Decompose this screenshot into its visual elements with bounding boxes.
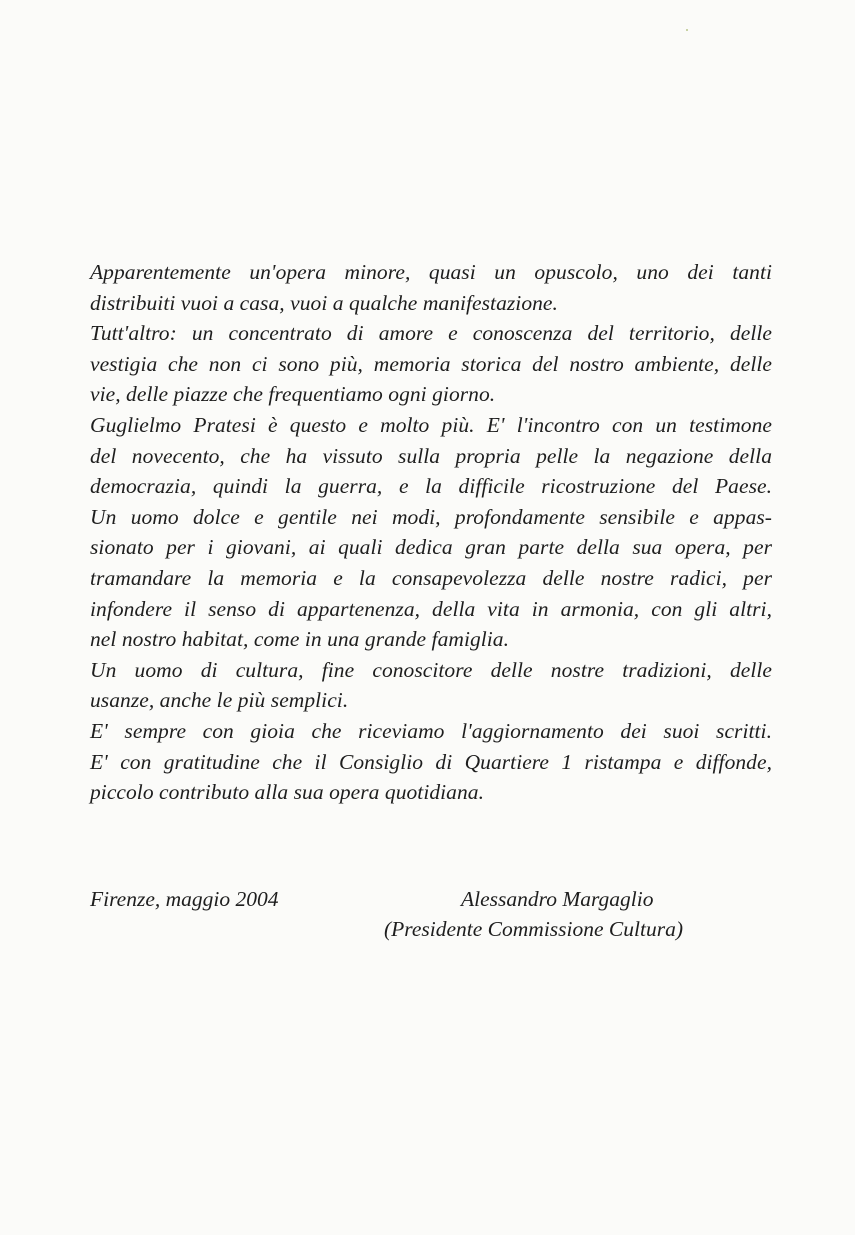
text-line: E' sempre con gioia che riceviamo l'aggiornamento dei suoi scritti. [90,718,772,743]
text-line: E' con gratitudine che il Consiglio di Quartiere 1 ristampa e diffonde, [90,749,772,774]
text-line: usanze, anche le più semplici. [90,688,349,713]
place-date: Firenze, maggio 2004 [90,887,279,911]
text-line: tramandare la memoria e la consapevolezza delle nostre radici, per [90,565,772,590]
author-name: Alessandro Margaglio [461,887,654,911]
text-line: democrazia, quindi la guerra, e la difficile ricostruzione del Paese. [90,474,772,499]
text-line: nel nostro habitat, come in una grande famiglia. [90,627,510,652]
text-line: piccolo contributo alla sua opera quotidiana. [90,780,485,805]
text-line: Un uomo dolce e gentile nei modi, profondamente sensibile e appas- [90,504,772,529]
text-line: vestigia che non ci sono più, memoria storica del nostro ambiente, delle [90,351,772,376]
preface-text [90,257,772,808]
text-line: distribuiti vuoi a casa, vuoi a qualche manifestazione. [90,290,558,315]
text-line: del novecento, che ha vissuto sulla propria pelle la negazione della [90,443,772,468]
author-role: (Presidente Commissione Cultura) [384,917,683,941]
text-line: Tutt'altro: un concentrato di amore e conoscenza del territorio, delle [90,321,772,346]
signature-block [90,884,772,964]
text-line: infondere il senso di appartenenza, della vita in armonia, con gli altri, [90,596,772,621]
text-line: Un uomo di cultura, fine conoscitore delle nostre tradizioni, delle [90,657,772,682]
text-line: Apparentemente un'opera minore, quasi un opuscolo, uno dei tanti [90,260,772,284]
text-line: vie, delle piazze che frequentiamo ogni giorno. [90,382,496,407]
text-line: sionato per i giovani, ai quali dedica gran parte della sua opera, per [90,535,772,560]
text-line: Guglielmo Pratesi è questo e molto più. E' l'incontro con un testimone [90,412,772,437]
paper-speck [686,29,688,31]
